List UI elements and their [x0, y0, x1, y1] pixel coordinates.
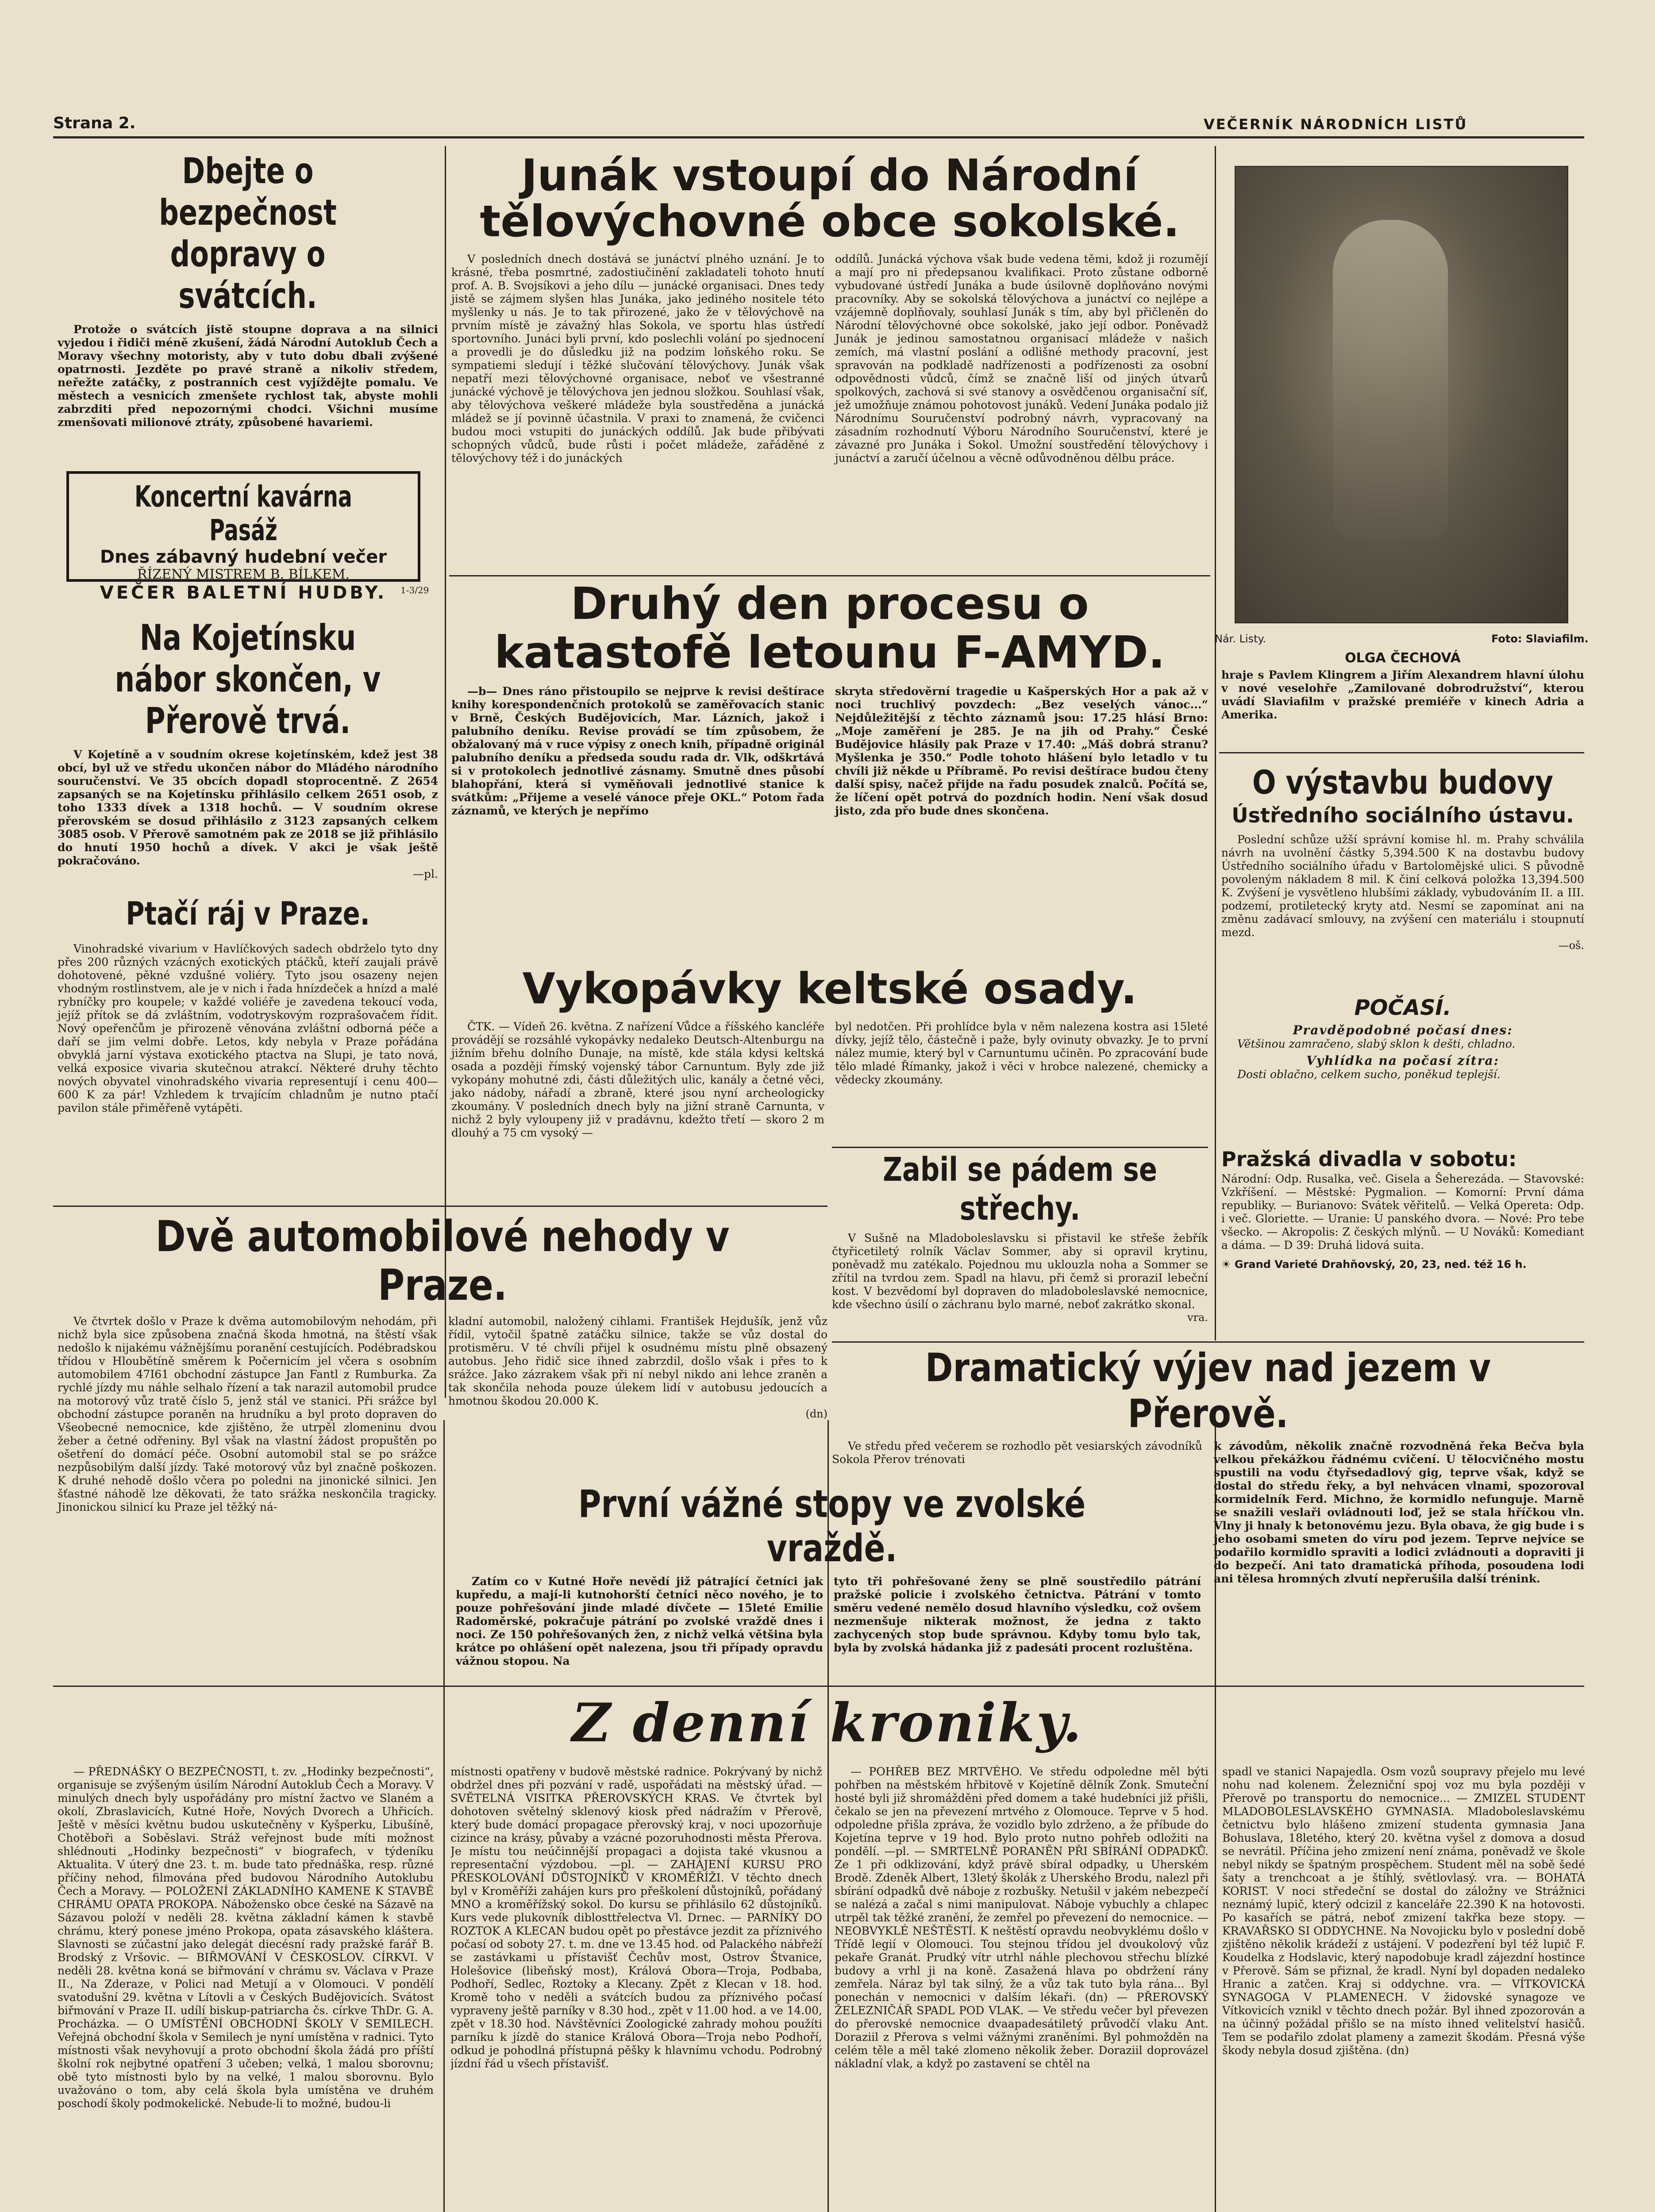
weather-box [1221, 995, 1584, 1081]
article-column: V posledních dnech dostává se junáctví plného uznání. Je to krásné, třeba posmrtné, zadostiučinění zakladateli tohoto hnutí prof. A. B. Svojsíkovi a jeho dílu — junácké organisaci. Dnes tedy jistě se zájmem slyšen hlas Junáka, jako jediného nositele této myšlenky u nás. Je to tak přirozené, jako že v tělovýchově na prvním místě je závažný hlas Sokola, ve sportu hlas ústředí sportovního. Junáci byli první, kdo poslechli volání po sjednocení a provedli je do důsledku již na podzim loňského roku. Se sympatiemi sledují i těžké slučování tělovýchovy. Junák však nepatří mezi tělovýchovné organisace, neboť ve všestranné junácké výchově je tělovýchova jen jednou složkou. Souhlasí však, aby tělovýchova veškeré mládeže byla soustředěna a junácká mládež se jí povinně účastnila. V praxi to znamená, že cvičenci budou moci vstupiti do junáckých oddílů. Jak bude přibývati schopných vůdců, bude růsti i počet mládeže, zařáděné z tělovýchovy též i do junáckých [451, 253, 824, 465]
section-title-chronicle: Z denní kroniky. [572, 1692, 1083, 1754]
section-rule [53, 1206, 828, 1207]
section-rule [449, 575, 1210, 576]
column-rule [443, 1420, 445, 2212]
chronicle-column-4: spadl ve stanici Napajedla. Osm vozů soupravy přejelo mu levé nohu nad kolenem. Železniční spoj voz mu byla později v Přerově po transportu do nemocnice... — ZMIZEL STUDENT MLADOBOLESLAVSKÉHO GYMNASIA. Mladoboleslavskému četnictvu bylo hlášeno zmizení studenta gymnasia Jana Bohuslava, 18letého, který 20. května vyšel z domova a dosud se nevrátil. Příčina jeho zmizení není známa, poněvadž ve škole nebyl nikdy se špatným prospěchem. Student měl na sobě šedé šaty a trenchcoat a je štíhlý, světlovlasý. vra. — BOHATÁ KORIST. V noci středeční se dostal do záložny ve Strážnici neznámý lupič, který odcizil z kanceláře 22.390 K na hotovosti. Po kasařích se pátrá, neboť zmizení takřka beze stopy. — KRAVAŘSKO SI ODDYCHNE. Na Novojicku bylo v poslední době zjištěno několik krádeží z ustájení. V podezření byl též lupič F. Koudelka z Hodslavic, který napodobuje kradl zájezdní hostince v Přerově. Sám se přiznal, že kradl. Nyní byl dopaden nedaleko Hranic a zatčen. Kraj si oddychne. vra. — VÍTKOVICKÁ SYNAGOGA V PLAMENECH. V židovské synagoze ve Vítkovicích vznikl v těchto dnech požár. Byl ihned zpozorován a na účinný požádal přišlo se na místo ihned velitelství hasičů. Tem se podařilo zdolat plameny a zamezit škodám. Přesná výše škody nebyla dosud zjištěna. (dn) [1222, 1765, 1585, 2057]
headline: Dvě automobilové nehody v Praze. [155, 1212, 730, 1310]
headline: Zabil se pádem se střechy. [882, 1151, 1158, 1228]
ad-code: 1-3/29 [400, 585, 429, 595]
portrait-figure [1333, 220, 1448, 538]
signature: —oš. [1558, 939, 1584, 952]
article-social-building [1221, 763, 1584, 952]
column-rule [445, 146, 446, 1398]
article-column: ČTK. — Vídeň 26. května. Z nařízení Vůdce a říšského kancléře provádějí se rozsáhlé vykopávky nedaleko Deutsch-Altenburgu na jižním břehu dolního Dunaje, na místě, kde stála kdysi keltská osada a později římský vojenský tábor Carnuntum. Byly zde již vykopány mohutné zdi, části důležitých ulic, kanály a četné věci, jako nádoby, nářadí a zbraně, které jsou nyní archeologicky zkoumány. V posledních dnech byly na jižní straně Carnunta, v nichž 2 byly vyloupeny již v pradávnu, kdežto třetí — skoro 2 m dlouhý a 75 cm vysoký — [451, 1020, 824, 1139]
chronicle-column-1: — PŘEDNÁŠKY O BEZPEČNOSTI, t. zv. „Hodinky bezpečnosti“, organisuje se zvýšeným úsilím Národní Autoklub Čech a Moravy. V minulých dnech byly uspořádány pro místní žactvo ve Slaném a okolí, Zbraslavicích, Kutné Hoře, Nových Dvorech a Uhřicích. Ještě v měsíci květnu budou uskutečněny v Kyšperku, Libušíně, Chotěboři a Soběslavi. Stráž veřejnost bude míti možnost shlédnouti „Hodinky bezpečnosti“ v biografech, v týdeníku Aktualita. V úterý dne 23. t. m. bude tato přednáška, resp. různé příčiny nehod, filmována před budovou Národního Autoklubu Čech a Moravy. — POLOŽENÍ ZÁKLADNÍHO KAMENE K STAVBĚ CHRÁMU OPATA PROKOPA. Nábožensko obce české na Sázavě na Sázavou položí v neděli 28. května základní kámen k stavbě chrámu, který ponese jméno Prokopa, opata zásavského kláštera. Slavnosti se zúčastní jako delegát diecésní rady pražské farář B. Brodský z Vršovic. — BIŘMOVÁNÍ V ČESKOSLOV. CÍRKVI. V neděli 28. května koná se biřmování v chrámu sv. Václava v Praze II., Na Zderaze, v Polici nad Metují a v Olomouci. V pondělí svatodušní 29. května v Lítovli a v Českých Budějovicích. Svátost biřmování v Praze II. udílí biskup-patriarcha čs. církve ThDr. G. A. Procházka. — O UMÍSTĚNÍ OBCHODNÍ ŠKOLY V SEMILECH. Veřejná obchodní škola v Semilech je nyní umístěna v radnici. Tyto místnosti však nevyhovují a proto obchodní škola žádá pro příští školní rok nejbytné opatření 3 učeben; velká, 1 malou sborovnu; obě tyto místnosti bylo by na velké, 1 malou sborovnu. Bylo uvažováno o tom, aby celá škola byla umístěna ve druhém poschodí školy podmokelické. Nebude-li to možné, budou-li [58, 1765, 434, 2110]
variete-ad: ☀ Grand Varieté Drahňovský, 20, 23, ned. též 16 h. [1221, 1258, 1527, 1271]
weather-today: Většinou zamračeno, slabý sklon k dešti, chladno. [1237, 1037, 1516, 1050]
article-traffic-safety [58, 150, 438, 429]
page-number: Strana 2. [53, 114, 136, 132]
weather-today-heading: Pravděpodobné počasí dnes: [1293, 1023, 1513, 1037]
weather-tomorrow-heading: Vyhlídka na počasí zítra: [1306, 1053, 1499, 1068]
ad-venue: Koncertní kavárna Pasáž [135, 480, 352, 547]
masthead-rule [53, 136, 1584, 138]
headline: Druhý den procesu o katastofě letounu F-AMYD. [494, 578, 1165, 678]
signature: (dn) [805, 1408, 828, 1420]
ad-evening: VEČER BALETNÍ HUDBY. [100, 583, 387, 603]
headline: Dramatický výjev nad jezem v Přerově. [925, 1345, 1491, 1436]
article-body: Vinohradské vivarium v Havlíčkových sadech obdrželo tyto dny přes 200 různých vzácných exotických ptáčků, kteří zaujali právě dohotovené, pěkné vzdušné voliéry. Tyto jsou osazeny nejen vhodným rostlinstvem, ale je v nich i řada hnízdeček a hnízd a malé rybníčky pro koupele; v každé voliéře je zavedena tekoucí voda, jejíž přítok se dá zvláštním, vodotryskovým rozprašovačem řídit. Nový opeřenčům je přirozeně věnována zvláštní odborná péče a daří se jim velmi dobře. Letos, kdy nebyla v Praze pořádána obvyklá jarní výstava exotického ptactva na Slupi, je tato nová, velká exposice vivaria skutečnou atrakcí. Některé druhy těchto nových obyvatel vinohradského vivaria representují i cenu 400—600 K za pár! Vzhledem k trvajícím chladnům je nutno ptačí pavilon stále přiměřeně vytápěti. [58, 942, 438, 1114]
article-column: kladní automobil, naložený cihlami. František Hejdušík, jenž vůz řídil, vytočil špatně zatáčku silnice, takže se vůz dostal do protisměru. V té chvíli přijel k osudnému místu plně obsazený autobus. Jeho řidič sice ihned zabrzdil, došlo však i přes to k srážce. Jako zázrakem však při ní nebyl nikdo ani lehce zraněn a tak skončila nehoda pouze úlekem lidí v autobusu jedoucích a hmotnou škodou 20.000 K. [448, 1315, 828, 1407]
headline: Vykopávky keltské osady. [522, 964, 1137, 1014]
ad-event: Dnes zábavný hudební večer [100, 547, 387, 567]
theatre-listing [1221, 1146, 1584, 1271]
article-column: Ve čtvrtek došlo v Praze k dvěma automobilovým nehodám, při nichž byla sice způsobena značná škoda hmotná, na štěstí však nedošlo k nijakému vážnějšímu poranění cestujících. Podébradskou třídou v Hloubětíně směrem k Počernicím jel včera s osobním automobilem 47I61 obchodní zástupce Jan Fantl z Rumburka. Za rychlé jízdy mu náhle selhalo řízení a tak narazil automobil prudce na motorový vůz tratě číslo 5, jenž stál ve stanici. Při srážce byl obchodní zástupce poraněn na hrudníku a byl proto dopraven do Všeobecné nemocnice, kde zjištěno, že utrpěl zlomeninu dvou žeber a četné odřeniny. Byl však na vlastní žádost propuštěn po ošetření do domácí péče. Osobní automobil stal se po srážce nezpůsobilým další jízdy. Také motorový vůz byl značně poškozen. K druhé nehodě došlo včera po poledni na jinonické silnici. Jen šťastné náhodě lze děkovati, že tato srážka neskončila tragicky. Jinonickou silnicí ku Praze jel těžký ná- [58, 1315, 437, 1513]
section-rule [1219, 752, 1584, 753]
article-zvol-murder [456, 1482, 1208, 1668]
signature: vra. [1187, 1311, 1208, 1324]
weather-tomorrow: Dosti oblačno, celkem sucho, poněkud teplejší. [1237, 1068, 1501, 1081]
subheadline: Ústředního sociálního ústavu. [1232, 803, 1574, 827]
signature: —pl. [413, 868, 438, 880]
photo-credit: Nár. Listy. [1215, 633, 1266, 645]
article-column: oddílů. Junácká výchova však bude vedena těmi, kdož ji rozumějí a mají pro ni předepsanou kvalifikaci. Proto zůstane odborně vybudované ústředí Junáka a bude úsilovně doplňováno novými pracovníky. Aby se sokolská tělovýchova a junáctví co nejlépe a vzájemně doplňovaly, souhlasí Junák s tím, aby byl přičleněn do Národní tělovýchovné obce sokolské, jako její odbor. Poněvadž Junák je jedinou samostatnou organisací mládeže v našich zemích, má vlastní poslání a odlišné methody pracovní, jest spravován na podkladě nadřízenosti a podřízenosti za osobní odpovědnosti vůdců, čímž se značně liší od jiných útvarů spolkových, zachová si své stanovy a osvědčenou organisační síť, jež umožňuje známou pohotovost junáků. Vedení Junáka podalo již Národnímu Souručenství podrobný návrh, vypracovaný na zásadním rozhodnutí Výboru Národního Souručenství, které je závazné pro Junáka i Sokol. Umožní soustředění tělovýchovy i junáctví a zaručí účelnou a věcně odůvodněnou dělbu práce. [835, 253, 1208, 465]
newspaper-name: VEČERNÍK NÁRODNÍCH LISTŮ [1204, 116, 1468, 133]
headline: Na Kojetínsku nábor skončen, v Přerově trvá. [115, 617, 381, 741]
photo-source: Foto: Slaviafilm. [1491, 633, 1589, 645]
article-bird-paradise [58, 894, 438, 1115]
section-rule [832, 1147, 1208, 1148]
weather-title: POČASÍ. [1354, 995, 1451, 1020]
article-car-accidents [58, 1212, 828, 1514]
chronicle-column-2: místnosti opatřeny v budově městské radnice. Pokrývaný by nichž obdržel dnes při pozvání v radě, uspořádati na městský úřad. — SVĚTELNÁ VISITKA PŘEROVSKÝCH KRAS. Ve čtvrtek byl dohotoven světelný sklenový kiosk před nádražím v Přerově, který bude domácí propagace přerovský kraj, v noci upozorňuje cizince na krásy, půvaby a vzácné pozoruhodnosti města Přerova. Je místu tou neúčinnější propagaci a dojista také vkusnou a representační výzdobou. —pl. — ZAHÁJENÍ KURSU PRO PŘESKOLOVÁNÍ DŮSTOJNÍKŮ V KROMĚŘÍŽI. V těchto dnech byl v Kroměříži zahájen kurs pro přeškolení důstojníků, pořádaný MNO a kroměřížský sokol. Do kursu se přihlásilo 62 důstojníků. Kurs vede plukovník diblosttřelectva Vl. Drnec. — PARNÍKY DO ROZTOK A KLECAN budou opět po přestávce jezdit za příznivého počasí od soboty 27. t. m. dne ve 13.45 hod. od Palackého nábřeží se zastávkami u přístavišť Čechův most, Ostrov Štvanice, Holešovice (libeňský most), Králová Obora—Troja, Podbaba, Podhoří, Sedlec, Roztoky a Klecany. Zpět z Klecan v 18. hod. Kromě toho v neděli a svátcích budou za příznivého počasí vypraveny ještě parníky v 8.30 hod., zpět v 11.00 hod. a ve 14.00, zpět v 18.30 hod. Návštěvníci Zoologické zahrady mohou použíti parníku k jízdě do stanice Králová Obora—Troja nebo Podhoří, odkud je pohodlná přístupná pěšky k hlavnímu vchodu. Podrobný jízdní řád u všech přístavišť. [450, 1765, 822, 2070]
article-body: V Sušně na Mladoboleslavsku si přistavil ke střeše žebřík čtyřicetiletý rolník Václav Sommer, aby si opravil krytinu, poněvadž mu zatékalo. Pojednou mu uklouzla noha a Sommer se zřítil na tvrdou zem. Spadl na hlavu, při čemž si proraziI lebeční kost. V bezvědomí byl dopraven do mladoboleslavské nemocnice, kde všechno úsilí o záchranu bylo marné, neboť zakrátko skonal. [832, 1232, 1208, 1311]
caption-name: OLGA ČECHOVÁ [1345, 650, 1461, 666]
article-column: skryta středověrní tragedie u Kašperských Hor a pak až v noci truchlivý povzdech: „Bez veselých vánoc...“ Nejdůležitější z těchto záznamů jsou: 17.25 hlásí Brno: „Moje zaměření je 285. Je na jih od Prahy.“ České Budějovice hlásily pak Praze v 17.40: „Máš dobrá stranu? Myšlenka je 350.“ Podle tohoto hlášení bylo letadlo v tu chvíli již někde u Příbramě. Po revisi deštírace budou čteny další spisy, načež přijde na řadu posudek znalců. Počítá se, že líčení opět potrvá do pozdních hodin. Není však dosud jisto, zda přo bude dnes skončena. [835, 685, 1208, 817]
headline: Dbejte o bezpečnost dopravy o svátcích. [159, 150, 337, 316]
section-rule [53, 1686, 1584, 1687]
article-column: Ve středu před večerem se rozhodlo pět vesiarských závodníků Sokola Přerov trénovati [832, 1440, 1202, 1466]
article-body: V Kojetíně a v soudním okrese kojetínském, kdež jest 38 obcí, byl už ve středu ukončen nábor do Mládého národního souručenství. Ve 35 obcích dopadl stoprocentně. Z 2654 zapsaných se na Kojetínsku přihlásilo celkem 2651 osob, z toho 1333 dívek a 1318 hochů. — V soudním okrese přerovském se dosud přihlásilo z 3123 zapsaných celkem 3085 osob. V Přerově samotném pak ze 2018 se již přihlásilo do hnutí 1950 hochů a dívek. V akci je však ještě pokračováno. [58, 748, 438, 867]
photo-olga-cechova [1235, 166, 1568, 623]
section-rule [832, 1341, 1584, 1343]
chronicle-column-3: — POHŘEB BEZ MRTVÉHO. Ve středu odpoledne měl býti pohřben na městském hřbitově v Kojetíně dělník Zonk. Smuteční hosté byli již shromážděni před domem a také hudebníci již přišli, čekalo se jen na převezení mrtvého z Olomouce. Teprve v 5 hod. odpoledne přišla zpráva, že vozidlo bylo zdrženo, a že příbude do Kojetína teprve v 19 hod. Bylo proto nutno pohřeb odložiti na pondělí. —pl. — SMRTELNĚ PORANĚN PŘI SBÍRÁNÍ ODPADKŮ. Ze 1 při odklizování, když právě sbíral odpadky, u Uherském Brodě. Zdeněk Albert, 13letý školák z Uherského Brodu, nalezl při sbírání odpadků dvě náboje z rozbušky. Netušil v jakém nebezpečí se nalézá a začal s nimi manipulovat. Náboje vybuchly a chlapec utrpěl tak těžké zranění, že zemřel po převezení do nemocnice. — NEOBVYKLÉ NEŠTĚSTÍ. K neštěstí opravdu neobvyklému došlo v Třídě legií v Olomouci. Tou stejnou třídou jel dvoukolový vůz pekaře Granát. Prudký vítr utrhl náhle plechovou střechu blízké budovy a vrhl ji na koně. Zasažená hlava po obdržení rány zemřela. Náraz byl tak silný, že a vůz tak tuto byla rána... Byl ponechán v nemocnici v dalším lékaři. (dn) — PŘEROVSKÝ ŽELEZNIČÁŘ SPADL POD VLAK. — Ve středu večer byl převezen do přerovské nemocnice dvaapadesátiletý průvodčí vlaku Ant. Doraziil z Přerova s velmi vážnými zraněními. Byl pohmožděn na celém těle a měl také zlomeno několik žeber. Doraziil doprovázel nákladní vlak, a když po zastavení se chtěl na [835, 1765, 1209, 2070]
article-column: —b— Dnes ráno přistoupilo se nejprve k revisi deštírace knihy korespondenčních protokolů se zaměřovacích stanic v Brně, Českých Budějovicích, Mar. Lázních, jakož i palubního deníku. Revise provádí se tím způsobem, že obžalovaný má v ruce výpisy z onech knih, případně originál palubního deníku a předseda soudu rada dr. Vlk, odškrtává si v protokolech jednotlivé zásnamy. Smutně dnes působí blahopřání, která si vyměňovali jednotlivé stanice k svátkům: „Přijeme a veselé vánoce přeje OKL.“ Potom řada záznamů, ve kterých je nepřímo [451, 685, 824, 817]
headline: Junák vstoupí do Národní tělovýchovné obce sokolské. [480, 150, 1180, 247]
article-body: Poslední schůze užší správní komise hl. m. Prahy schválila návrh na uvolnění částky 5,394.500 K na dostavbu budovy Ústředního sociálního úřadu v Bartolomějské ulici. S původně povoleným nákladem 8 mil. K činí celková položka 13,394.500 K. Zvýšení je vysvětleno hlubšími základy, vybudováním II. a III. podzemí, protiletecký kryty atd. Nesmí se zapomínat ani na změnu zadávací smlouvy, na zvýšení cen materiálu i stoupnutí mezd. [1221, 833, 1584, 939]
column-rule [1215, 146, 1216, 1340]
caption-text: hraje s Pavlem Klingrem a Jiřím Alexandrem hlavní úlohu v nové veselohře „Zamilované dobrodružství“, kterou uvádí Slaviafilm v pražské premiéře v kinech Adria a Amerika. [1221, 668, 1584, 721]
article-column: Zatím co v Kutné Hoře nevědí již pátrající četníci jak kupředu, a mají-li kutnohorští četníci něco nového, je to pouze pohřešování jinde mladé dívčete — 15leté Emilie Radoměrské, pokračuje pátrání po zvolské vraždě dnes i noci. Ze 150 pohřešovaných žen, z nichž velká většina byla krátce po ohlášení opět nalezena, jsou tři případy opravdu vážnou stopou. Na [456, 1575, 823, 1667]
article-roof-fall [832, 1150, 1208, 1324]
headline: První vážné stopy ve zvolské vraždě. [578, 1482, 1086, 1571]
headline: O výstavbu budovy [1252, 764, 1554, 802]
article-column: k závodům, několik značně rozvodněná řeka Bečva byla velkou překážkou řádnému cvičení. U tělocvičného mostu spustili na vodu čtyřsedadlový gig, teprve však, když se dostal do středu řeky, a byl nehvácen vlnami, spozoroval kormidelník Ferd. Michno, že kormidlo nefunguje. Marně se snažili veslaři ovládnouti loď, jež se stala hříčkou vln. Vlny ji hnaly k betonovému jezu. Byla obava, že gig bude i s jeho osobami smeten do víru pod jezem. Teprve nejvíce se podařilo kormidlo spraviti a lodici zvládnouti a dopraviti ji do bezpečí. Ani tato dramatická příhoda, posoudena lodi ani tělesa hromných zlvutí nepřerušila další trénink. [1214, 1440, 1584, 1585]
photo-caption [1221, 650, 1584, 722]
headline: Ptačí ráj v Praze. [126, 895, 370, 932]
article-excavations [451, 964, 1208, 1140]
article-column: tyto tři pohřešované ženy se plně soustředilo pátrání pražské policie i zvolského četnictva. Pátrání v tomto směru vedené nemělo dosud hlavního výsledku, což ovšem nezmenšuje nikterak možnost, že jedna z takto zachycených stop bude správnou. Kdyby tomu bylo tak, byla by zvolská hádanka již z padesáti procent rozluštěna. [834, 1575, 1201, 1654]
ad-conductor: ŘÍZENÝ MISTREM B. BÍLKEM. [137, 567, 350, 582]
article-junak [451, 150, 1208, 465]
theatre-program: Národní: Odp. Rusalka, več. Gisela a Šeherezáda. — Stavovské: Vzkříšení. — Městské: Pygmalion. — Komorní: První dáma republiky. — Burianovo: Svátek věřitelů. — Velká Opereta: Odp. i več. Gloriette. — Uranie: U panského dvora. — Nové: Pro tebe všecko. — Akropolis: Z českých mlýnů. — U Nováků: Komediant a dáma. — D 39: Druhá lidová suita. [1221, 1172, 1584, 1252]
article-body: Protože o svátcích jistě stoupne doprava a na silnici vyjedou i řidiči méně zkušení, žádá Národní Autoklub Čech a Moravy všechny motoristy, aby v tuto dobu dbali zvýšené opatrnosti. Jezděte po pravé straně a nikoliv středem, neřežte zatáčky, z postranních cest vyjíždějte pomalu. Ve městech a vesnicích zmenšete rychlost tak, abyste mohli zabrzditi před nepozornými chodci. Všichni musíme zmenšovati milionové ztráty, způsobené havariemi. [58, 323, 438, 429]
article-trial-f-amyd [451, 580, 1208, 818]
theatre-title: Pražská divadla v sobotu: [1221, 1147, 1517, 1171]
article-kojetin [58, 617, 438, 880]
article-column: byl nedotčen. Při prohlídce byla v něm nalezena kostra asi 15leté dívky, jejíž tělo, částečně i paže, byly ovinuty obvazky. Je to první nález mumie, který byl v Carnuntumu učiněn. Po zpracování bude tělo mladé Římanky, jakož i věci v hrobce nalezené, chemicky a vědecky zkoumány. [835, 1020, 1208, 1086]
